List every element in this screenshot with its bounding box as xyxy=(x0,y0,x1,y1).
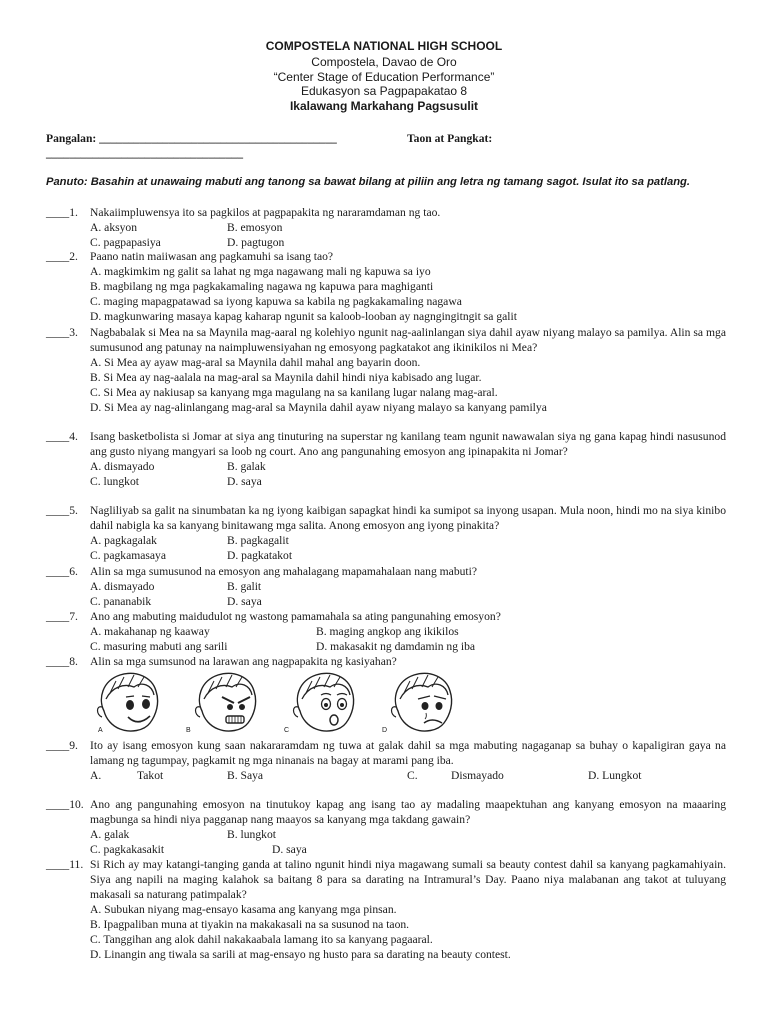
answer-blank[interactable]: ____9. xyxy=(46,739,78,752)
option-d: D. saya xyxy=(227,475,262,488)
option-c: C. Si Mea ay nakiusap sa kanyang mga magulang na sa kanilang lugar nalang mag-aral. xyxy=(90,386,498,399)
question-5 xyxy=(46,503,726,563)
option-d: D. saya xyxy=(272,843,307,856)
option-c: C. pagkamasaya xyxy=(90,549,166,562)
answer-blank[interactable]: ____1. xyxy=(46,206,78,219)
question-text: Ano ang pangunahing emosyon na tinutukoy kapag ang isang tao ay madaling maapektuhan ang kanyang emosyon na maaaring magbunga sa hindi niya pagganap nang maayos sa kanyang mga takdang gawain? xyxy=(90,798,726,826)
question-3 xyxy=(46,325,726,415)
question-text: Alin sa mga sumusunod na emosyon ang mahalagang mapamahalaan nang mabuti? xyxy=(90,565,477,578)
option-c: C. Tanggihan ang alok dahil nakakaabala lamang ito sa kanyang pagaaral. xyxy=(90,933,433,946)
face-label-d: D xyxy=(382,727,388,734)
question-text: Si Rich ay may katangi-tanging ganda at talino ngunit hindi niya magawang sumali sa beauty contest dahil sa kanyang pagkamahiyain. Siya ang napili na maging kalahok sa baitang 8 para sa darating na Intramural’s Day. Paano niya malabanan ang takot at tuluyang makasali sa naturang patimpalak? xyxy=(90,858,726,901)
option-d: D. pagtugon xyxy=(227,236,285,249)
instructions: Panuto: Basahin at unawaing mabuti ang tanong sa bawat bilang at piliin ang letra ng tamang sagot. Isulat ito sa patlang. xyxy=(46,176,690,188)
face-happy-icon xyxy=(90,669,170,735)
answer-blank[interactable]: ____3. xyxy=(46,326,78,339)
option-b: B. emosyon xyxy=(227,221,283,234)
answer-blank[interactable]: ____5. xyxy=(46,504,78,517)
options xyxy=(90,355,726,415)
subject-title: Edukasyon sa Pagpapakatao 8 xyxy=(300,84,468,98)
option-a: A. dismayado xyxy=(90,460,155,473)
face-label-b: B xyxy=(186,727,191,734)
option-d: D. Lungkot xyxy=(588,769,642,782)
option-b: B. lungkot xyxy=(227,828,276,841)
face-sad-icon xyxy=(384,669,464,735)
question-1 xyxy=(46,205,726,250)
option-c: C. masuring mabuti ang sarili xyxy=(90,640,228,653)
options xyxy=(90,459,726,489)
option-a: A. aksyon xyxy=(90,221,138,234)
option-d: D. pagkatakot xyxy=(227,549,293,562)
option-a: A. galak xyxy=(90,828,130,841)
option-a: A. makahanap ng kaaway xyxy=(90,625,210,638)
option-a: A. Subukan niyang mag-ensayo kasama ang kanyang mga pinsan. xyxy=(90,903,397,916)
school-location: Compostela, Davao de Oro xyxy=(311,55,457,69)
option-b: B. Saya xyxy=(227,769,264,782)
option-b: B. Si Mea ay nag-aalala na mag-aral sa Maynila dahil hindi niya kabisado ang lugar. xyxy=(90,371,482,384)
question-text: Nagliliyab sa galit na sinumbatan ka ng iyong kaibigan sapagkat hindi ka sumipot sa inyong usapan. Mula noon, hindi mo na siya kinibo dahil nabigla ka sa kanyang binitawang mga salita. Anong emosyon ang iyong pinakita? xyxy=(90,504,726,532)
option-a-letter: A. xyxy=(90,769,102,782)
option-d: D. magkunwaring masaya kapag kaharap ngunit sa kaloob-looban ay nagngingitngit sa galit xyxy=(90,310,517,323)
option-c: C. maging mapagpatawad sa iyong kapuwa sa kabila ng pagkakamaling nagawa xyxy=(90,295,462,308)
face-surprised-icon xyxy=(286,669,366,735)
option-d: D. Linangin ang tiwala sa sarili at mag-ensayo ng husto para sa darating na beauty contest. xyxy=(90,948,511,961)
question-text: Isang basketbolista si Jomar at siya ang tinuturing na superstar ng kanilang team ngunit nawawalan siya ng gana kapag hindi nasusunod ang gusto niyang mangyari sa loob ng court. Ano ang pangunahing emosyon ang ipinapakita ni Jomar? xyxy=(90,430,726,458)
option-d: D. makasakit ng damdamin ng iba xyxy=(316,640,476,653)
options xyxy=(90,768,726,783)
question-10 xyxy=(46,797,726,857)
option-d: D. saya xyxy=(227,595,262,608)
question-text: Paano natin maiiwasan ang pagkamuhi sa isang tao? xyxy=(90,250,334,263)
option-b: B. Ipagpaliban muna at tiyakin na makakasali na sa susunod na taon. xyxy=(90,918,410,931)
question-2 xyxy=(46,249,726,324)
question-text: Alin sa mga sumsunod na larawan ang nagpapakita ng kasiyahan? xyxy=(90,655,397,668)
answer-blank[interactable]: ____11. xyxy=(46,858,84,871)
option-a: A. magkimkim ng galit sa lahat ng mga nagawang mali ng kapuwa sa iyo xyxy=(90,265,431,278)
option-a: A. dismayado xyxy=(90,580,155,593)
question-9 xyxy=(46,738,726,783)
question-text: Ano ang mabuting maidudulot ng wastong pamamahala sa ating pangunahing emosyon? xyxy=(90,610,501,623)
question-text: Ito ay isang emosyon kung saan nakararamdam ng tuwa at galak dahil sa mga mabuting nagaganap sa buhay o kapaligiran gaya na lamang ng tagumpay, pagkamit ng mga ninanais na bagay at marami pang iba. xyxy=(90,739,726,767)
school-name: COMPOSTELA NATIONAL HIGH SCHOOL xyxy=(265,39,503,53)
question-7 xyxy=(46,609,726,654)
option-b: B. galit xyxy=(227,580,262,593)
face-choices xyxy=(90,669,470,737)
school-motto: “Center Stage of Education Performance” xyxy=(273,70,495,84)
question-8 xyxy=(46,654,726,669)
question-11 xyxy=(46,857,726,962)
options xyxy=(90,220,726,250)
options xyxy=(90,533,726,563)
option-a: Takot xyxy=(137,769,164,782)
option-b: B. galak xyxy=(227,460,266,473)
option-c: C. lungkot xyxy=(90,475,139,488)
options xyxy=(90,902,726,962)
options xyxy=(90,624,726,654)
answer-blank[interactable]: ____7. xyxy=(46,610,78,623)
question-text: Nagbabalak si Mea na sa Maynila mag-aaral ng kolehiyo ngunit nag-aalinlangan siya dahil ayaw niyang malayo sa pamilya. Alin sa mga sumusunod ang patunay na naimpluwensiyahan ng emosyong pagkatakot ang ikinikilos ni Mea? xyxy=(90,326,726,354)
option-c-letter: C. xyxy=(407,769,418,782)
answer-blank[interactable]: ____6. xyxy=(46,565,78,578)
option-b: B. magbilang ng mga pagkakamaling nagawa ng kapuwa para maghiganti xyxy=(90,280,434,293)
options xyxy=(90,579,726,609)
name-field-label[interactable]: Pangalan: _________________________________________ xyxy=(46,132,337,145)
option-b: B. maging angkop ang ikikilos xyxy=(316,625,459,638)
option-a: A. pagkagalak xyxy=(90,534,157,547)
exam-title: Ikalawang Markahang Pagsusulit xyxy=(289,99,479,113)
option-c: C. pagpapasiya xyxy=(90,236,161,249)
question-6 xyxy=(46,564,726,609)
option-c: C. pananabik xyxy=(90,595,152,608)
option-c: Dismayado xyxy=(451,769,504,782)
answer-blank[interactable]: ____10. xyxy=(46,798,84,811)
question-text: Nakaiimpluwensya ito sa pagkilos at pagpapakita ng nararamdaman ng tao. xyxy=(90,206,441,219)
option-a: A. Si Mea ay ayaw mag-aral sa Maynila dahil mahal ang bayarin doon. xyxy=(90,356,421,369)
answer-blank[interactable]: ____8. xyxy=(46,655,78,668)
options xyxy=(90,827,726,857)
options xyxy=(90,264,726,324)
option-c: C. pagkakasakit xyxy=(90,843,165,856)
answer-blank[interactable]: ____4. xyxy=(46,430,78,443)
option-d: D. Si Mea ay nag-alinlangang mag-aral sa Maynila dahil ayaw niyang malayo sa kanyang pamilya xyxy=(90,401,547,414)
grade-section-line[interactable]: __________________________________ xyxy=(46,147,244,160)
face-label-a: A xyxy=(98,727,103,734)
grade-section-label[interactable]: Taon at Pangkat: xyxy=(407,132,493,145)
option-b: B. pagkagalit xyxy=(227,534,289,547)
face-angry-icon xyxy=(188,669,268,735)
question-4 xyxy=(46,429,726,489)
face-label-c: C xyxy=(284,727,290,734)
answer-blank[interactable]: ____2. xyxy=(46,250,78,263)
